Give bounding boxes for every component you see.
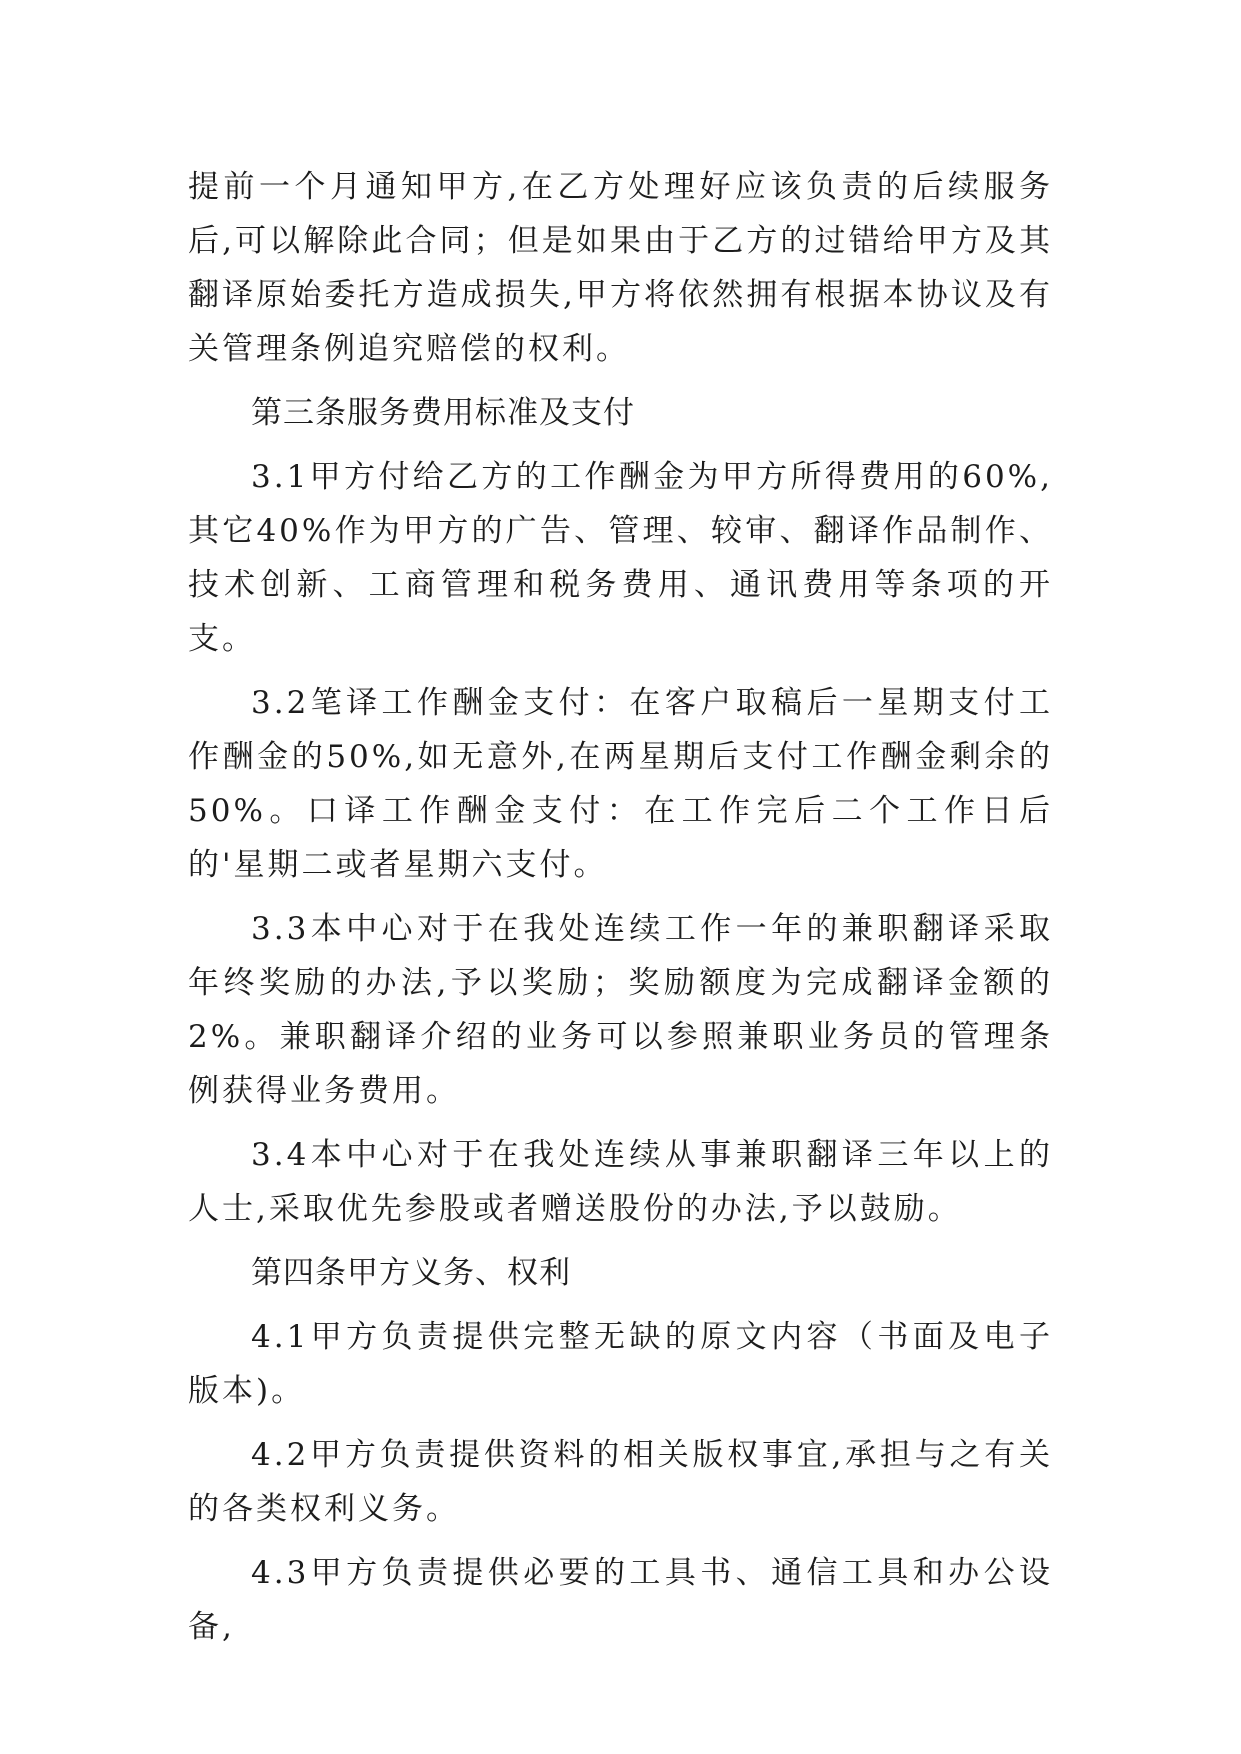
paragraph-termination-continued: 提前一个月通知甲方,在乙方处理好应该负责的后续服务后,可以解除此合同；但是如果由于乙方的过错给甲方及其翻译原始委托方造成损失,甲方将依然拥有根据本协议及有关管理条例追究赔偿的权利。: [188, 169, 1053, 367]
paragraph-3-2: 3.2笔译工作酬金支付：在客户取稿后一星期支付工作酬金的50%,如无意外,在两星期后支付工作酬金剩余的50%。口译工作酬金支付：在工作完后二个工作日后的'星期二或者星期六支付。: [188, 685, 1053, 883]
paragraph-3-1: 3.1甲方付给乙方的工作酬金为甲方所得费用的60%,其它40%作为甲方的广告、管理、较审、翻译作品制作、技术创新、工商管理和税务费用、通讯费用等条项的开支。: [188, 459, 1053, 657]
paragraph-4-3: 4.3甲方负责提供必要的工具书、通信工具和办公设备,: [188, 1555, 1053, 1645]
section-heading-article-3: 第三条服务费用标准及支付: [251, 395, 635, 431]
paragraph-4-1: 4.1甲方负责提供完整无缺的原文内容（书面及电子版本)。: [188, 1319, 1053, 1409]
section-heading-article-4: 第四条甲方义务、权利: [251, 1255, 571, 1291]
paragraph-3-3: 3.3本中心对于在我处连续工作一年的兼职翻译采取年终奖励的办法,予以奖励；奖励额度为完成翻译金额的2%。兼职翻译介绍的业务可以参照兼职业务员的管理条例获得业务费用。: [188, 911, 1053, 1109]
paragraph-4-2: 4.2甲方负责提供资料的相关版权事宜,承担与之有关的各类权利义务。: [188, 1437, 1053, 1527]
document-body: [188, 160, 1053, 1664]
paragraph-3-4: 3.4本中心对于在我处连续从事兼职翻译三年以上的人士,采取优先参股或者赠送股份的办法,予以鼓励。: [188, 1137, 1053, 1227]
